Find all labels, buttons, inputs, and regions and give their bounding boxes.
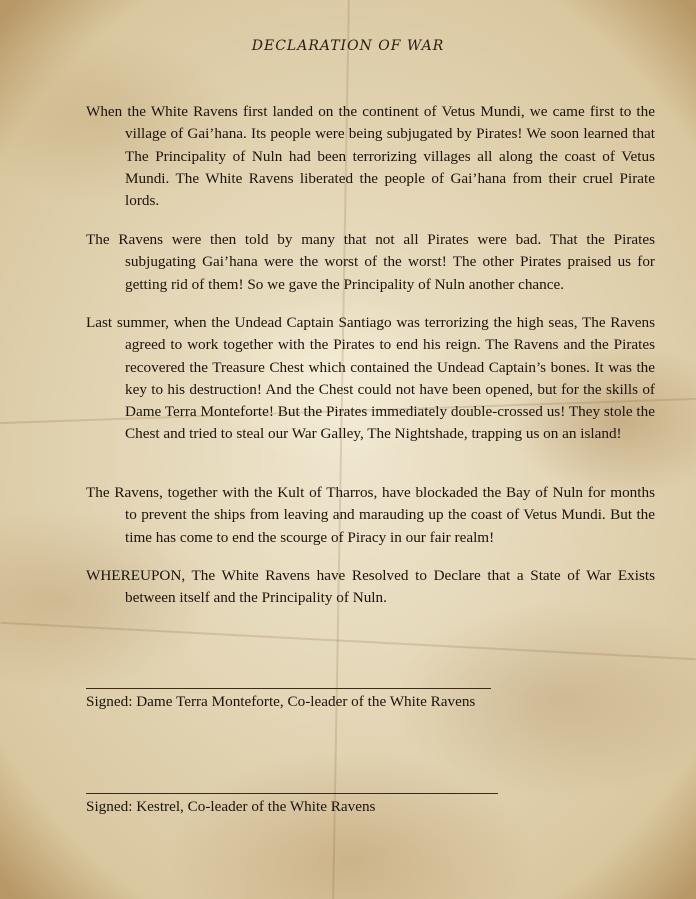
- paragraph-3: Last summer, when the Undead Captain Santiago was terrorizing the high seas, The Ravens agreed to work together with the Pirates to end his reign. The Ravens and the Pirates recovered the Treasure Chest which contained the Undead Captain’s bones. It was the key to his destruction! And the Chest could not have been opened, but for the skills of Dame Terra Monteforte! But the Pirates immediately double-crossed us! They stole the Chest and tried to steal our War Galley, The Nightshade, trapping us on an island!: [86, 314, 655, 443]
- paragraph-5: WHEREUPON, The White Ravens have Resolved to Declare that a State of War Exists between itself and the Principality of Nuln.: [86, 567, 655, 607]
- paragraph-4: The Ravens, together with the Kult of Tharros, have blockaded the Bay of Nuln for months to prevent the ships from leaving and marauding up the coast of Vetus Mundi. But the time has come to end the scourge of Piracy in our fair realm!: [86, 484, 655, 546]
- fold-crease: [0, 622, 695, 660]
- signature-1: Signed: Dame Terra Monteforte, Co-leader of the White Ravens: [86, 693, 476, 710]
- signature-2: Signed: Kestrel, Co-leader of the White Ravens: [86, 798, 376, 815]
- paragraph-1: When the White Ravens first landed on the continent of Vetus Mundi, we came first to the village of Gai’hana. Its people were being subjugated by Pirates! We soon learned that The Principality of Nuln had been terrorizing villages all along the coast of Vetus Mundi. The White Ravens liberated the people of Gai’hana from their cruel Pirate lords.: [86, 103, 655, 210]
- document-title: DECLARATION OF WAR: [251, 38, 445, 54]
- signature-line-2: [86, 793, 498, 794]
- paragraph-2: The Ravens were then told by many that not all Pirates were bad. That the Pirates subjugating Gai’hana were the worst of the worst! The other Pirates praised us for getting rid of them! So we gave the Principality of Nuln another chance.: [86, 231, 655, 293]
- signature-line-1: [86, 688, 491, 689]
